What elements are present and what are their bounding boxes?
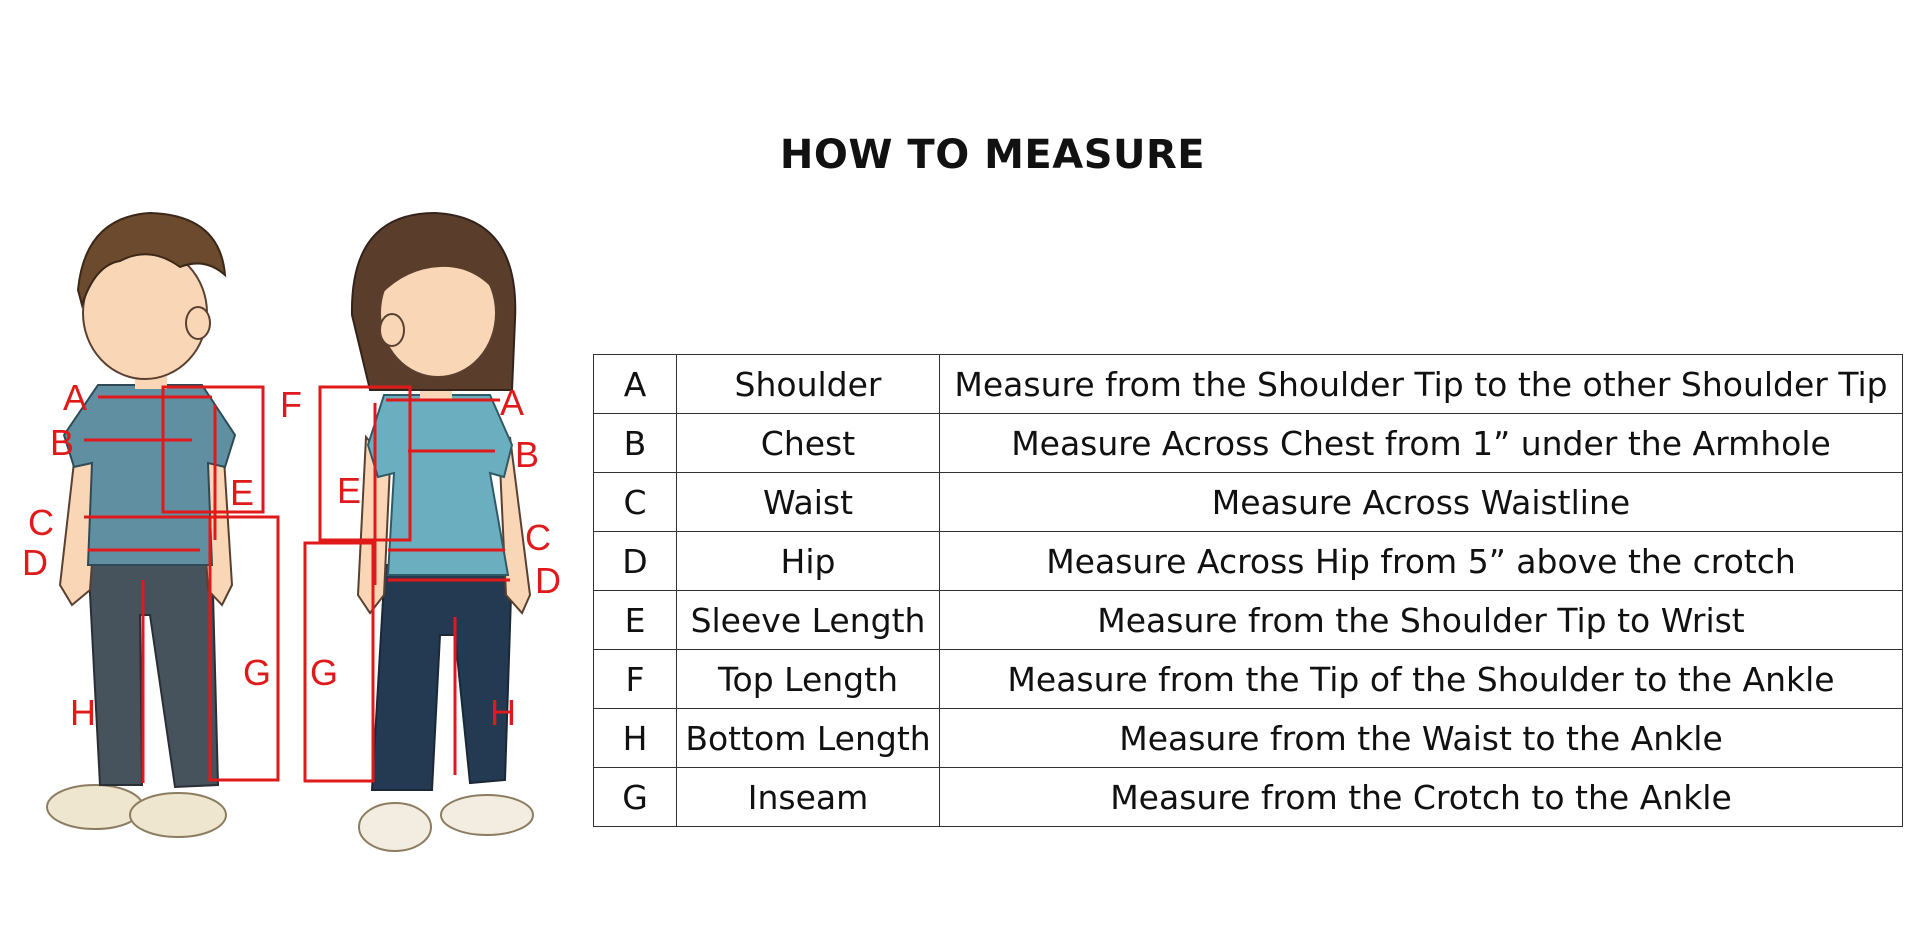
girl-label-h: H	[490, 692, 516, 733]
page-title: HOW TO MEASURE	[779, 132, 1206, 178]
row-description: Measure from the Tip of the Shoulder to the Ankle	[940, 650, 1903, 709]
girl-label-b: B	[515, 434, 540, 475]
boy-label-b: B	[50, 422, 75, 463]
boy-label-a: A	[63, 377, 88, 418]
row-code: H	[594, 709, 677, 768]
row-description: Measure from the Shoulder Tip to Wrist	[940, 591, 1903, 650]
table-row	[594, 650, 1903, 709]
row-name: Hip	[677, 532, 940, 591]
row-description: Measure from the Crotch to the Ankle	[940, 768, 1903, 827]
girl-label-f: F	[280, 384, 302, 425]
row-code: G	[594, 768, 677, 827]
boy-figure	[47, 213, 235, 837]
girl-label-d: D	[535, 560, 561, 601]
row-code: D	[594, 532, 677, 591]
girl-label-c: C	[525, 517, 551, 558]
measurement-table	[593, 354, 1903, 827]
table-row	[594, 591, 1903, 650]
boy-label-e: E	[230, 472, 255, 513]
girl-figure	[352, 213, 533, 851]
row-name: Bottom Length	[677, 709, 940, 768]
table-row	[594, 709, 1903, 768]
row-name: Sleeve Length	[677, 591, 940, 650]
row-description: Measure Across Chest from 1” under the Armhole	[940, 414, 1903, 473]
table-row	[594, 768, 1903, 827]
boy-label-c: C	[28, 502, 54, 543]
row-name: Shoulder	[677, 355, 940, 414]
girl-label-e: E	[337, 470, 362, 511]
row-code: B	[594, 414, 677, 473]
boy-label-d: D	[22, 542, 48, 583]
row-name: Top Length	[677, 650, 940, 709]
girl-label-g: G	[310, 652, 339, 693]
table-row	[594, 532, 1903, 591]
row-name: Waist	[677, 473, 940, 532]
row-name: Inseam	[677, 768, 940, 827]
row-name: Chest	[677, 414, 940, 473]
table-row	[594, 473, 1903, 532]
boy-label-h: H	[70, 692, 96, 733]
row-description: Measure Across Waistline	[940, 473, 1903, 532]
row-description: Measure from the Shoulder Tip to the other Shoulder Tip	[940, 355, 1903, 414]
row-code: C	[594, 473, 677, 532]
row-description: Measure Across Hip from 5” above the crotch	[940, 532, 1903, 591]
table-row	[594, 355, 1903, 414]
girl-label-a: A	[500, 382, 525, 423]
row-description: Measure from the Waist to the Ankle	[940, 709, 1903, 768]
table-row	[594, 414, 1903, 473]
row-code: F	[594, 650, 677, 709]
row-code: E	[594, 591, 677, 650]
boy-label-g: G	[243, 652, 272, 693]
row-code: A	[594, 355, 677, 414]
measurement-illustration	[0, 195, 580, 875]
